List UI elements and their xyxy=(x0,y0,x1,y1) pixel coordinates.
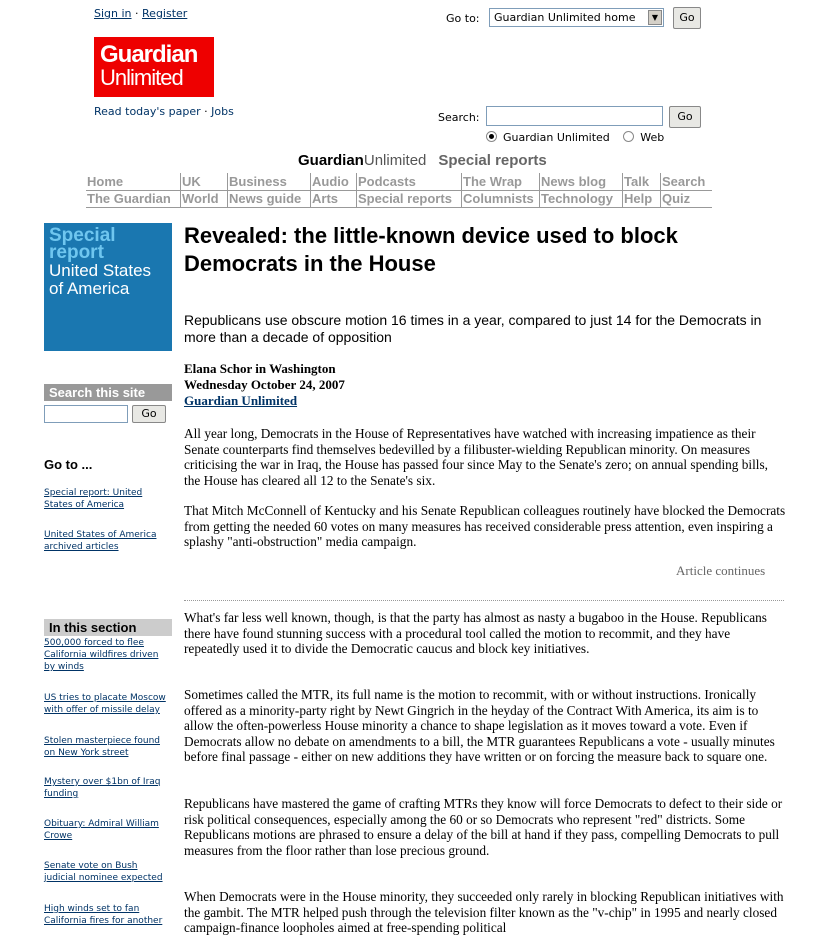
logo-line-2: Unlimited xyxy=(100,65,183,90)
site-search-go-button[interactable]: Go xyxy=(132,405,166,423)
search-site-heading: Search this site xyxy=(44,384,172,401)
nav-uk[interactable]: UK xyxy=(182,174,201,189)
section-link[interactable]: US tries to placate Moscow with offer of missile delay xyxy=(44,693,166,715)
article-paragraph: When Democrats were in the House minority, they succeeded only rarely in blocking Republican initiatives with the gambit. The MTR helped push through the television filter known as the "v-chip" in 1995 and nearly closed campaign-finance loopholes aimed at free-spending political xyxy=(184,889,784,936)
nav-the-guardian[interactable]: The Guardian xyxy=(87,191,171,206)
section-link[interactable]: Stolen masterpiece found on New York street xyxy=(44,736,160,758)
search-scope xyxy=(486,131,664,144)
radio-web[interactable] xyxy=(623,131,634,142)
chevron-down-icon[interactable]: ▼ xyxy=(648,10,662,25)
radio-guardian-unlimited[interactable] xyxy=(486,131,497,142)
section-link[interactable]: High winds set to fan California fires for another xyxy=(44,904,163,926)
account-links xyxy=(94,7,187,20)
article-paragraph: All year long, Democrats in the House of Representatives have watched with increasing impatience as their Senate counterparts find themselves bedevilled by a filibuster-wielding Republican minority. On measures criticising the war in Iraq, the House has passed four since May to the Senate's zero; on annual spending bills, the House has cleared all 12 to the Senate's six. xyxy=(184,426,768,488)
radio-label-web: Web xyxy=(640,131,665,144)
goto-link[interactable]: United States of America archived articles xyxy=(44,530,157,552)
masthead-section: Special reports xyxy=(438,152,547,169)
article-paragraph: That Mitch McConnell of Kentucky and his Senate Republican colleagues routinely have blocked the Democrats from getting the needed 60 votes on many measures has received considerable press attention, even inspiring a splashy "anti-obstruction" media campaign. xyxy=(184,503,786,550)
goto-link[interactable]: Special report: United States of America xyxy=(44,488,143,510)
goto-label: Go to: xyxy=(446,12,480,25)
jobs-link[interactable]: Jobs xyxy=(211,105,234,118)
nav-talk[interactable]: Talk xyxy=(624,174,650,189)
special-report-badge[interactable] xyxy=(44,223,172,351)
masthead-light: Unlimited xyxy=(363,152,427,169)
byline xyxy=(184,361,345,409)
goto-heading: Go to ... xyxy=(44,457,93,472)
nav-world[interactable]: World xyxy=(182,191,219,206)
goto-select[interactable] xyxy=(489,8,664,27)
special-report-subject: United States of America xyxy=(49,261,152,298)
special-report-title: Special report xyxy=(49,225,116,263)
divider xyxy=(184,600,784,601)
article-paragraph: What's far less well known, though, is that the party has almost as nasty a bugaboo in the House. Republicans there have found stunning success with a procedural tool called the motion to recommit, and they have repeatedly used it to divide the Democratic caucus and block key initiatives. xyxy=(184,610,767,657)
goto-go-button[interactable]: Go xyxy=(673,7,701,29)
source-link[interactable]: Guardian Unlimited xyxy=(184,393,298,408)
section-link[interactable]: 500,000 forced to flee California wildfires driven by winds xyxy=(44,638,159,672)
masthead-bold: Guardian xyxy=(298,152,364,169)
nav-business[interactable]: Business xyxy=(229,174,287,189)
nav-special-reports[interactable]: Special reports xyxy=(358,191,452,206)
read-todays-paper-link[interactable]: Read today's paper xyxy=(94,105,201,118)
separator: · xyxy=(200,105,212,118)
nav-columnists[interactable]: Columnists xyxy=(463,191,534,206)
masthead xyxy=(298,152,547,170)
separator: · xyxy=(131,7,143,20)
nav-help[interactable]: Help xyxy=(624,191,653,206)
nav-news-blog[interactable]: News blog xyxy=(541,174,607,189)
article-standfirst: Republicans use obscure motion 16 times in a year, compared to just 14 for the Democrats in more than a decade of opposition xyxy=(184,312,762,345)
section-link[interactable]: Mystery over $1bn of Iraq funding xyxy=(44,777,161,799)
search-input[interactable] xyxy=(486,106,663,126)
article-continues: Article continues xyxy=(676,563,766,578)
publish-date: Wednesday October 24, 2007 xyxy=(184,377,345,392)
section-link[interactable]: Senate vote on Bush judicial nominee expected xyxy=(44,861,163,883)
article-paragraph: Sometimes called the MTR, its full name is the motion to recommit, with or without instructions. Ironically offered as a minority-party right by Newt Gingrich in the heyday of the Contract With America, its aim is to allow the often-powerless House minority a chance to shape legislation as it moves toward a vote. Even if Democrats allow no debate on amendments to a bill, the MTR guarantees Republicans a vote - usually minutes before final passage - either on new additions they have written or on forcing the measure back to square one. xyxy=(184,687,775,765)
author: Elana Schor in Washington xyxy=(184,361,336,376)
in-this-section-heading: In this section xyxy=(44,619,172,636)
nav-news-guide[interactable]: News guide xyxy=(229,191,302,206)
nav-the-wrap[interactable]: The Wrap xyxy=(463,174,522,189)
nav-audio[interactable]: Audio xyxy=(312,174,349,189)
article-headline: Revealed: the little-known device used to block Democrats in the House xyxy=(184,223,678,276)
radio-label-gu: Guardian Unlimited xyxy=(503,131,610,144)
register-link[interactable]: Register xyxy=(142,7,188,20)
goto-selected-value: Guardian Unlimited home xyxy=(494,11,636,24)
section-link[interactable]: Obituary: Admiral William Crowe xyxy=(44,819,159,841)
paper-links xyxy=(94,105,234,118)
article-paragraph: Republicans have mastered the game of crafting MTRs they know will force Democrats to defect to their side or risk political consequences, especially among the 60 or so Democrats who represent "red" districts. Some Republicans motions are phrased to ensure a delay of the bill at hand if they pass, compelling Democrats to pull measures from the floor rather than lose precious ground. xyxy=(184,796,783,858)
nav-row-1 xyxy=(86,173,712,191)
nav-technology[interactable]: Technology xyxy=(541,191,613,206)
site-search-input[interactable] xyxy=(44,405,128,423)
nav-arts[interactable]: Arts xyxy=(312,191,339,206)
sign-in-link[interactable]: Sign in xyxy=(94,7,132,20)
nav-row-2 xyxy=(86,190,712,208)
nav-podcasts[interactable]: Podcasts xyxy=(358,174,416,189)
guardian-logo[interactable] xyxy=(94,37,214,97)
search-go-button[interactable]: Go xyxy=(669,106,701,128)
nav-quiz[interactable]: Quiz xyxy=(662,191,691,206)
nav-home[interactable]: Home xyxy=(87,174,124,189)
nav-search[interactable]: Search xyxy=(662,174,706,189)
logo-line-1: Guardian xyxy=(100,41,198,68)
search-label: Search: xyxy=(438,111,480,124)
